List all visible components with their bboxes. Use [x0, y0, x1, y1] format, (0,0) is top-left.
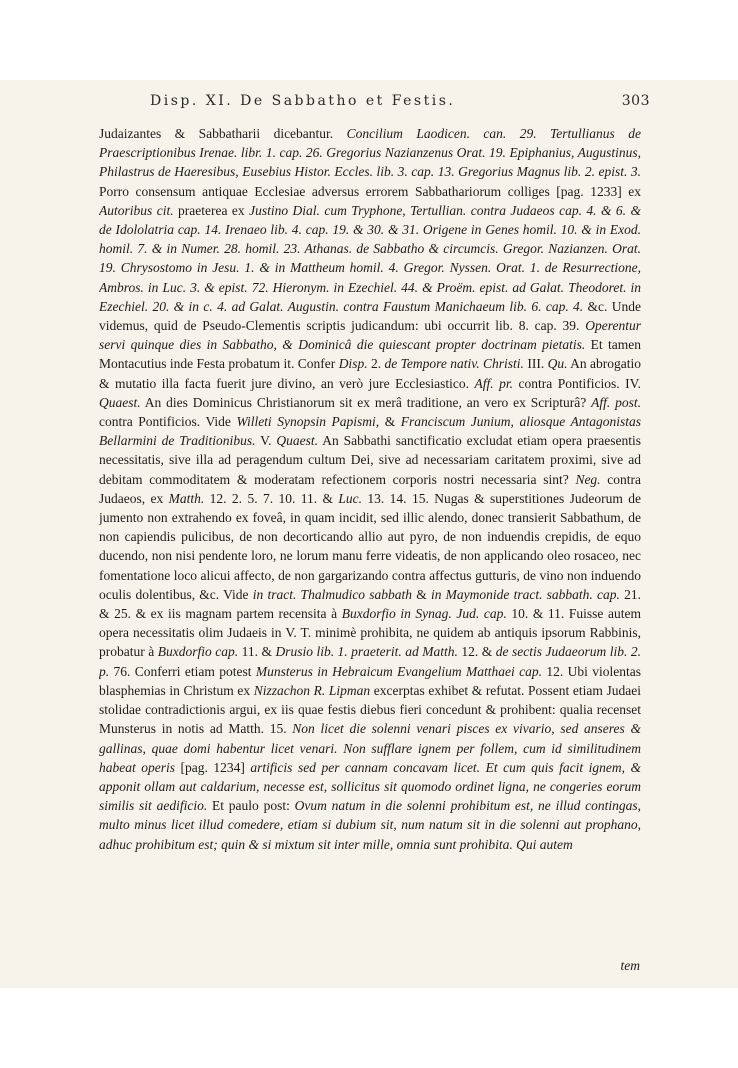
running-title: Disp. XI. De Sabbatho et Festis. — [150, 93, 456, 109]
italic-citation: Drusio lib. 1. praeterit. ad Matth. — [275, 644, 458, 660]
italic-citation: Qu. — [547, 356, 568, 372]
italic-citation: Franciscum Junium, aliosque Antagonistas Bellarmini de Traditionibus. — [99, 414, 641, 449]
main-paragraph — [99, 124, 641, 854]
italic-citation: Buxdorfio in Synag. Jud. cap. — [341, 606, 507, 622]
italic-citation: de Tempore nativ. Christi. — [384, 356, 524, 372]
italic-citation: Autoribus cit. — [99, 202, 174, 218]
text-run: Judaizantes & Sabbatharii dicebantur. — [99, 126, 347, 141]
italic-citation: Concilium Laodicen. can. 29. Tertullianus de Praescriptionibus Irenae. libr. 1. cap. 26. Gregorius Nazianzenus Orat. 19. Epiphanius, Augustinus, Philastrus de Haeresibus, Eusebius Histor. Eccles. lib. 3. cap. 13. Gregorius Magnus lib. 2. epist. 3. — [99, 126, 641, 180]
italic-citation: in tract. Thalmudico sabbath — [252, 586, 413, 602]
italic-citation: Quaest. — [276, 433, 319, 449]
italic-citation: Justino Dial. cum Tryphone, Tertullian. contra Judaeos cap. 4. & 6. & de Idololatria cap. 14. Irenaeo lib. 4. cap. 19. & 30. & 31. Origene in Genes homil. 10. & in Exod. homil. 7. & in Numer. 28. homil. 23. Athanas. de Sabbatho & circumcis. Gregor. Nazianzen. Orat. 19. Chrysostomo in Jesu. 1. & in Mattheum homil. 4. Gregor. Nyssen. Orat. 1. de Resurrectione, Ambros. in Luc. 3. & epist. 72. Hieronym. in Ezechiel. 44. & Proëm. epist. ad Galat. Theodoret. in Ezechiel. 20. & in c. 4. ad Galat. Augustin. contra Faustum Manichaeum lib. 6. cap. 4. — [99, 202, 641, 314]
text-run: 12. 2. 5. 7. 10. 11. & — [204, 490, 339, 506]
body-text — [99, 124, 641, 954]
text-run: 10. & 11. Fuisse autem opera necessitatis olim Judaeis in V. T. minimè prohibita, ne quidem ab antiquis ipsorum Rabbinis, probatur à — [99, 606, 641, 660]
text-run: 11. & — [238, 644, 276, 660]
text-run: contra Pontificios. Vide — [99, 414, 237, 430]
text-run: Porro consensum antiquae Ecclesiae adversus errorem Sabbathariorum colliges [pag. 1233] ex — [99, 183, 641, 199]
text-run: 12. & — [457, 644, 496, 660]
text-run: &c. Unde videmus, quid de Pseudo-Clementis scriptis judicandum: ubi occurrit lib. 8. cap. 39. — [99, 298, 641, 334]
text-run: An Sabbathi sanctificatio excludat etiam opera praesentis necessitatis, sive illa ad peragendum cultum Dei, sive ad necessariam caritatem proximi, sive ad debitam commoditatem & moderatam refectionem corporis nostri necessaria sint? — [99, 433, 641, 487]
text-run: 21. & 25. & ex iis magnam partem recensita à — [99, 586, 641, 622]
text-run: An abrogatio & mutatio illa facta fuerit jure divino, an verò jure Ecclesiastico. — [99, 356, 641, 391]
text-run: An dies Dominicus Christianorum sit ex merâ traditione, an vero ex Scripturâ? — [140, 394, 592, 410]
italic-citation: Non licet die solenni venari pisces ex vivario, sed anseres & gallinas, quae domi habentur licet venari. Non sufflare ignem per follem, cum id similitudinem habeat operis — [99, 721, 641, 775]
italic-citation: Aff. post. — [591, 394, 641, 410]
italic-citation: Operentur servi quinque dies in Sabbatho, & Dominicâ die quiescant propter doctrinam pietatis. — [99, 318, 641, 353]
text-run: 13. 14. 15. Nugas & superstitiones Judeorum de jumento non extrahendo ex foveâ, in quam incidit, sed illic alendo, donec transierit Sabbathum, de non capiendis pulicibus, de non decorticando allio aut pyro, de non induendis crepidis, de equo ducendo, non nisi pendente loro, ne lorum manu ferre videatis, de non applicando oleo rosaceo, nec fomentatione loco alicui affecto, de non gargarizando contra affectus gutturis, de vino non induendo oculis dolentibus, &c. Vide — [99, 490, 641, 602]
text-run: contra Pontificios. IV. — [512, 375, 641, 391]
italic-citation: Aff. pr. — [474, 375, 513, 391]
text-run: Et paulo post: — [207, 798, 295, 814]
text-run: excerptas exhibet & refutat. Possent etiam Judaei stolidae contradictionis argui, ex iis quae festis diebus fieri concedunt & prohibent: qualia recenset Munsterus in notis ad Matth. 15. — [99, 682, 641, 737]
catchword: tem — [620, 958, 640, 973]
page-number: 303 — [621, 93, 650, 109]
italic-citation: Nizzachon R. Lipman — [253, 682, 371, 698]
italic-citation: de sectis Judaeorum lib. 2. p. — [99, 644, 641, 679]
italic-citation: Ovum natum in die solenni prohibitum est, ne illud contingas, multo minus licet illud comedere, etiam si dubium sit, num natum sit in die solenni aut prophano, adhuc prohibitum est; quin & si mixtum sit inter mille, omnia sunt prohibita. Qui autem — [99, 798, 641, 852]
italic-citation: Buxdorfio cap. — [157, 644, 239, 660]
text-run: 2. — [367, 356, 385, 372]
text-run: praeterea ex — [173, 202, 250, 218]
italic-citation: Disp. — [338, 356, 368, 372]
italic-citation: Willeti Synopsin Papismi, — [236, 414, 380, 430]
text-run: Et tamen Montacutius inde Festa probatum it. Confer — [99, 337, 641, 372]
italic-citation: in Maymonide tract. sabbath. cap. — [430, 586, 620, 602]
text-run: 12. Ubi violentas blasphemias in Christum ex — [99, 663, 641, 698]
italic-citation: artificis sed per cannam concavam licet. Et cum quis facit ignem, & apponit ollam aut caldarium, necesse est, sollicitus sit quomodo ordinet ligna, ne congeries eorum similis sit aedificio. — [99, 759, 641, 814]
text-run: & — [379, 414, 401, 430]
italic-citation: Munsterus in Hebraicum Evangelium Matthaei cap. — [255, 663, 543, 679]
text-run: 76. Conferri etiam potest — [109, 663, 256, 679]
text-run: V. — [255, 433, 277, 449]
italic-citation: Luc. — [338, 490, 363, 506]
italic-citation: Quaest. — [99, 394, 141, 410]
top-margin — [0, 0, 738, 80]
text-run: III. — [523, 356, 548, 372]
text-run: [pag. 1234] — [175, 759, 251, 775]
italic-citation: Neg. — [575, 471, 601, 487]
text-run: & — [412, 586, 431, 602]
running-header — [150, 93, 650, 113]
italic-citation: Matth. — [168, 490, 205, 506]
text-run: contra Judaeos, ex — [99, 471, 641, 506]
